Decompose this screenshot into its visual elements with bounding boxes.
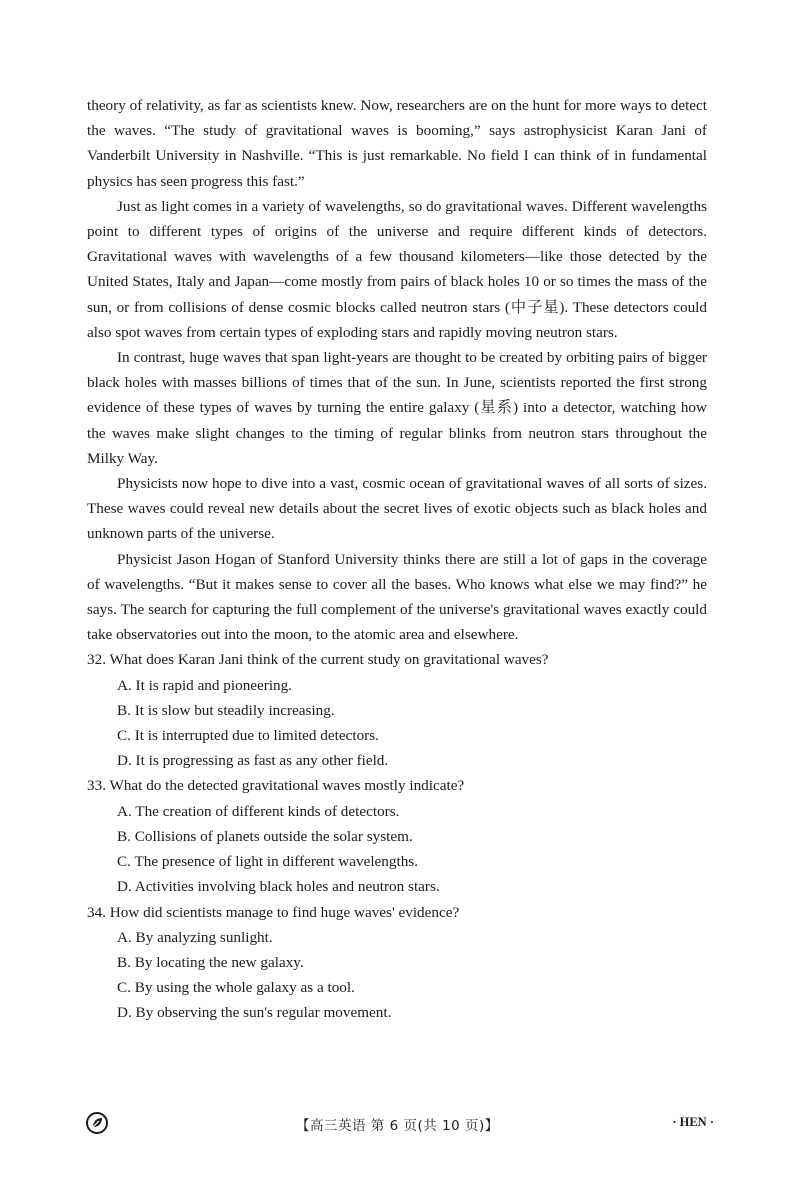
- answer-option: A. By analyzing sunlight.: [117, 928, 273, 946]
- passage-paragraph: Just as light comes in a variety of wavelengths, so do gravitational waves. Different wavelengths point to different types of origins of the universe and require different kinds of detectors. Gravitational waves with wavelengths of a few thousand kilometers—like those detected by the United States, Italy and Japan—come mostly from pairs of black holes 10 or so times the mass of the sun, or from collisions of dense cosmic blocks called neutron stars (中子星). These detectors could also spot waves from certain types of exploding stars and rapidly moving neutron stars.: [87, 197, 707, 341]
- answer-option: B. By locating the new galaxy.: [117, 953, 304, 971]
- page-footer: [0, 1112, 800, 1142]
- page-number-label: 【高三英语 第 6 页(共 10 页)】: [296, 1118, 499, 1134]
- question-32: [87, 647, 707, 773]
- answer-option: A. The creation of different kinds of detectors.: [117, 802, 400, 820]
- answer-option: C. By using the whole galaxy as a tool.: [117, 979, 355, 997]
- question-stem: 34. How did scientists manage to find huge waves' evidence?: [87, 903, 460, 921]
- answer-option: B. It is slow but steadily increasing.: [117, 701, 335, 719]
- question-stem: 33. What do the detected gravitational waves mostly indicate?: [87, 777, 465, 795]
- exam-code: · HEN ·: [672, 1115, 714, 1129]
- passage-paragraph: theory of relativity, as far as scientists knew. Now, researchers are on the hunt for more ways to detect the waves. “The study of gravitational waves is booming,” says astrophysicist Karan Jani of Vanderbilt University in Nashville. “This is just remarkable. No field I can think of in fundamental physics has seen progress this fast.”: [87, 97, 707, 190]
- answer-option: A. It is rapid and pioneering.: [117, 676, 293, 694]
- passage-body: [87, 93, 707, 1026]
- answer-option: C. The presence of light in different wavelengths.: [117, 853, 418, 871]
- answer-option: C. It is interrupted due to limited detectors.: [117, 727, 379, 745]
- question-34: [87, 900, 707, 1026]
- question-33: [87, 773, 707, 899]
- answer-option: D. Activities involving black holes and neutron stars.: [117, 878, 440, 896]
- question-stem: 32. What does Karan Jani think of the current study on gravitational waves?: [87, 651, 549, 669]
- answer-option: D. It is progressing as fast as any other field.: [117, 752, 389, 770]
- passage-paragraph: In contrast, huge waves that span light-years are thought to be created by orbiting pairs of bigger black holes with masses billions of times that of the sun. In June, scientists reported the first strong evidence of these types of waves by turning the entire galaxy (星系) into a detector, watching how the waves make slight changes to the timing of regular blinks from neutron stars throughout the Milky Way.: [87, 349, 707, 467]
- passage-paragraph: Physicist Jason Hogan of Stanford University thinks there are still a lot of gaps in the coverage of wavelengths. “But it makes sense to cover all the bases. Who knows what else we may find?” he says. The search for capturing the full complement of the universe's gravitational waves exactly could take observatories out into the moon, to the atomic area and elsewhere.: [87, 550, 707, 644]
- answer-option: D. By observing the sun's regular movement.: [117, 1004, 392, 1022]
- answer-option: B. Collisions of planets outside the solar system.: [117, 827, 413, 845]
- passage-paragraph: Physicists now hope to dive into a vast, cosmic ocean of gravitational waves of all sorts of sizes. These waves could reveal new details about the secret lives of exotic objects such as black holes and unknown parts of the universe.: [87, 475, 707, 543]
- leaf-circle-logo-icon: [86, 1112, 108, 1134]
